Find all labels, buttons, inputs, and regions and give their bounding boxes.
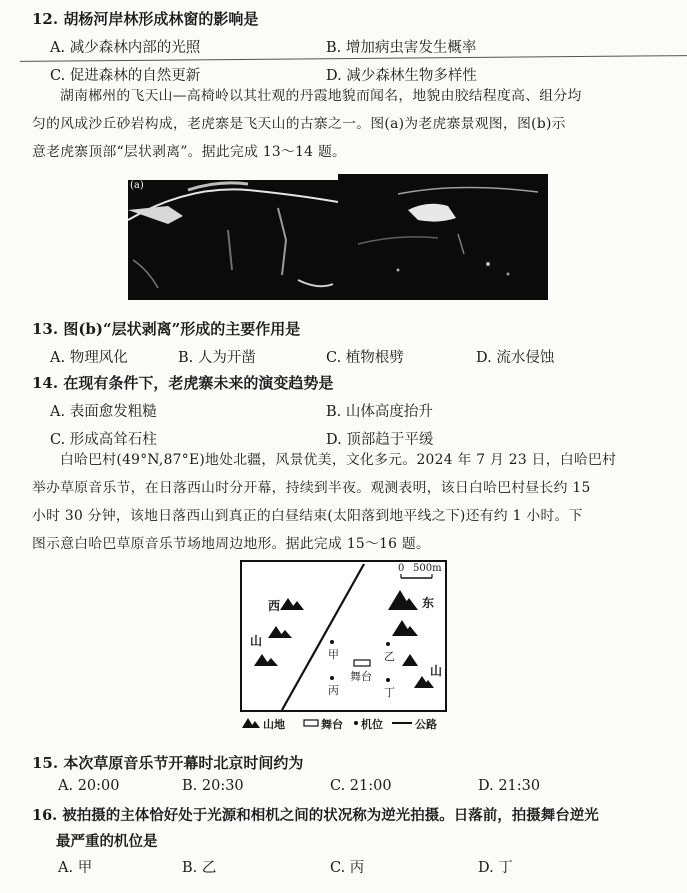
legend-position: 机位 [361,718,383,731]
q15-option-c: C. 21:00 [330,778,392,794]
q12-stem: 12. 胡杨河岸林形成林窗的影响是 [32,10,259,28]
q13-option-a: A. 物理风化 [50,350,128,366]
q15-stem: 15. 本次草原音乐节开幕时北京时间约为 [32,754,304,772]
map-legend [240,714,450,732]
q13-option-c: C. 植物根劈 [326,350,404,366]
passage-1-line-1: 湖南郴州的飞天山—高椅岭以其壮观的丹霞地貌而闻名，地貌由胶结程度高、组分均 [60,88,582,104]
east-mountain-label-1: 东 [422,596,435,610]
passage-2-line-2: 举办草原音乐节，在日落西山时分开幕，持续到半夜。观测表明，该日白哈巴村昼长约 15 [32,480,591,496]
scale-value: 500m [413,563,442,574]
west-mountain-label-2: 山 [250,634,263,648]
stage-label: 舞台 [350,670,372,683]
q16-option-d: D. 丁 [478,860,513,876]
q12-option-a: A. 减少森林内部的光照 [50,40,201,56]
passage-1-line-3: 意老虎寨顶部“层状剥离”。据此完成 13～14 题。 [32,144,347,160]
west-mountain-label-1: 西 [268,599,281,613]
q12-option-c: C. 促进森林的自然更新 [50,68,201,84]
passage-2-line-3: 小时 30 分钟，该地日落西山到真正的白昼结束(太阳落到地平线之下)还有约 1 小时。下 [32,508,583,524]
stage-rect [354,660,370,666]
q15-option-d: D. 21:30 [478,778,541,794]
q12-option-d: D. 减少森林生物多样性 [326,68,477,84]
passage-2-line-4: 图示意白哈巴草原音乐节场地周边地形。据此完成 15～16 题。 [32,536,431,552]
road-line [282,564,364,710]
q14-option-d: D. 顶部趋于平缓 [326,432,434,448]
legend-stage: 舞台 [321,718,343,731]
q14-option-b: B. 山体高度抬升 [326,404,433,420]
q12-option-b: B. 增加病虫害发生概率 [326,40,477,56]
position-yi-label: 乙 [384,650,395,663]
q13-option-b: B. 人为开凿 [178,350,256,366]
scale-zero: 0 [398,563,405,574]
position-yi-dot [386,642,390,646]
position-ding-dot [386,678,390,682]
q14-stem: 14. 在现有条件下，老虎寨未来的演变趋势是 [32,374,334,392]
q16-stem-line-1: 16. 被拍摄的主体恰好处于光源和相机之间的状况称为逆光拍摄。日落前，拍摄舞台逆光 [32,807,599,824]
passage-2-line-1: 白哈巴村(49°N,87°E)地处北疆，风景优美，文化多元。2024 年 7 月 23 日，白哈巴村 [60,452,617,468]
q16-option-a: A. 甲 [58,860,93,876]
figure-b-photo [338,174,548,300]
position-bing-dot [330,676,334,680]
east-mountain-label-2: 山 [430,664,443,678]
q13-option-d: D. 流水侵蚀 [476,350,555,366]
legend-mountain: 山地 [263,718,285,731]
q15-option-b: B. 20:30 [182,778,244,794]
position-jia-label: 甲 [328,648,339,661]
passage-1-line-2: 匀的风成沙丘砂岩构成，老虎寨是飞天山的古寨之一。图(a)为老虎寨景观图，图(b)示 [32,116,566,132]
q16-stem-line-2: 最严重的机位是 [56,833,158,850]
q13-stem: 13. 图(b)“层状剥离”形成的主要作用是 [32,320,301,338]
q14-option-c: C. 形成高耸石柱 [50,432,157,448]
terrain-map [240,560,447,712]
position-bing-label: 丙 [328,684,339,697]
position-jia-dot [330,640,334,644]
legend-road: 公路 [415,718,437,731]
q16-option-c: C. 丙 [330,860,365,876]
q16-option-b: B. 乙 [182,860,217,876]
q14-option-a: A. 表面愈发粗糙 [50,404,157,420]
figure-a-photo [128,180,338,300]
position-ding-label: 丁 [384,686,395,699]
q15-option-a: A. 20:00 [58,778,120,794]
figure-a-label: (a) [130,180,144,191]
